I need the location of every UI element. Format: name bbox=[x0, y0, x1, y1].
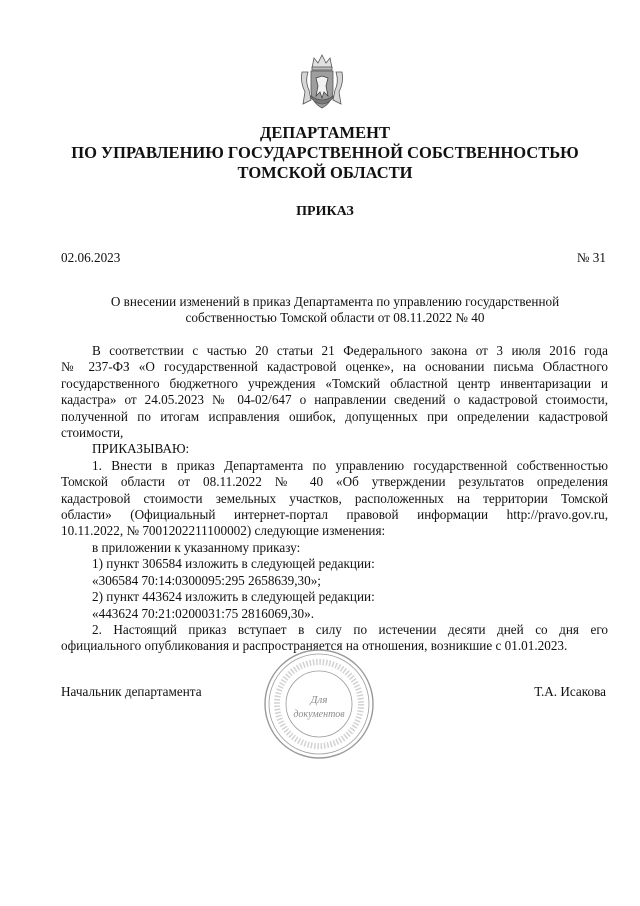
svg-text:Для: Для bbox=[310, 694, 328, 706]
item-1-line: области» (Официальный интернет-портал правовой информации http://pravo.gov.ru, bbox=[61, 507, 608, 523]
department-line-2: ПО УПРАВЛЕНИЮ ГОСУДАРСТВЕННОЙ СОБСТВЕННОСТЬЮ bbox=[71, 143, 579, 162]
department-line-3: ТОМСКОЙ ОБЛАСТИ bbox=[237, 163, 413, 182]
coat-of-arms-icon bbox=[299, 52, 345, 112]
signer-name: Т.А. Исакова bbox=[534, 684, 606, 699]
signer-title: Начальник департамента bbox=[61, 684, 202, 699]
subitem-2: 2) пункт 443624 изложить в следующей редакции: bbox=[92, 589, 375, 605]
preamble-line: государственного бюджетного учреждения «Томский областной центр инвентаризации и bbox=[61, 375, 608, 391]
item-1-line: 10.11.2022, № 7001202211100002) следующие изменения: bbox=[61, 523, 386, 539]
order-number: № 31 bbox=[576, 250, 606, 265]
preamble-line: В соответствии с частью 20 статьи 21 Федерального закона от 3 июля 2016 года bbox=[92, 343, 608, 358]
item-1-line: кадастровой стоимости земельных участков, расположенных на территории Томской bbox=[61, 490, 608, 506]
order-body bbox=[61, 343, 608, 655]
svg-text:документов: документов bbox=[293, 709, 345, 720]
item-1-line: Томской области от 08.11.2022 № 40 «Об утверждении результатов определения bbox=[61, 474, 608, 490]
item-1-line: 1. Внести в приказ Департамента по управлению государственной собственностью bbox=[92, 457, 608, 473]
preamble-line: стоимости, bbox=[61, 425, 124, 441]
order-subject bbox=[60, 294, 610, 326]
subject-line-2: собственностью Томской области от 08.11.2022 № 40 bbox=[185, 310, 485, 325]
subitem-2-value: «443624 70:21:0200031:75 2816069,30». bbox=[92, 605, 314, 621]
preamble-line: полученной по итогам исправления ошибок, допущенных при определении кадастровой bbox=[61, 408, 608, 424]
department-header bbox=[40, 123, 610, 183]
order-word: ПРИКАЗЫВАЮ: bbox=[92, 441, 190, 457]
document-type: ПРИКАЗ bbox=[296, 204, 354, 219]
preamble-line: № 237-ФЗ «О государственной кадастровой оценке», на основании письма Областного bbox=[61, 359, 608, 375]
subitem-1-value: «306584 70:14:0300095:295 2658639,30»; bbox=[92, 572, 321, 588]
item-2-line: официального опубликования и распространяется на отношения, возникшие с 01.01.2023. bbox=[61, 638, 568, 654]
order-date: 02.06.2023 bbox=[61, 250, 121, 265]
subject-line-1: О внесении изменений в приказ Департамента по управлению государственной bbox=[110, 294, 560, 309]
official-stamp bbox=[262, 647, 376, 761]
appendix-intro: в приложении к указанному приказу: bbox=[92, 539, 301, 555]
item-2-line: 2. Настоящий приказ вступает в силу по истечении десяти дней со дня его bbox=[92, 621, 608, 637]
preamble-line: кадастра» от 24.05.2023 № 04-02/647 о направлении сведений о кадастровой стоимости, bbox=[61, 392, 608, 408]
department-line-1: ДЕПАРТАМЕНТ bbox=[260, 123, 390, 142]
subitem-1: 1) пункт 306584 изложить в следующей редакции: bbox=[92, 556, 375, 572]
